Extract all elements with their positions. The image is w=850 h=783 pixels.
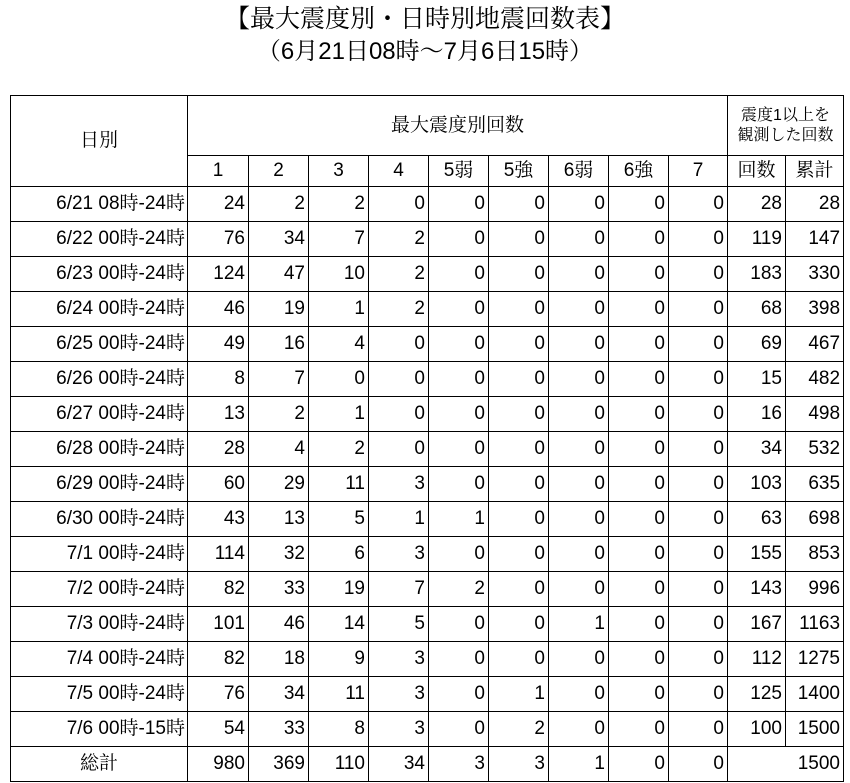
shindo-3-count: 4: [309, 327, 369, 362]
shindo-7-count: 0: [669, 572, 728, 607]
shindo-4-header: 4: [369, 156, 429, 187]
shindo-5-upper-count: 0: [489, 572, 549, 607]
shindo-6-lower-count: 0: [549, 397, 609, 432]
shindo-2-count: 13: [249, 502, 309, 537]
shindo-5-upper-count: 0: [489, 362, 549, 397]
table-row: [11, 187, 844, 222]
shindo-2-count: 32: [249, 537, 309, 572]
shindo-6-upper-total: 0: [609, 747, 669, 782]
table-row: [11, 362, 844, 397]
shindo-7-count: 0: [669, 257, 728, 292]
table-row: [11, 572, 844, 607]
shindo-6-upper-count: 0: [609, 712, 669, 747]
shindo-2-count: 47: [249, 257, 309, 292]
table-row: [11, 537, 844, 572]
table-row: [11, 222, 844, 257]
shindo-5-upper-count: 0: [489, 537, 549, 572]
shindo-5-lower-count: 0: [429, 467, 489, 502]
shindo-5-lower-total: 3: [429, 747, 489, 782]
grand-total: 1500: [728, 747, 844, 782]
cumulative-count: 1400: [786, 677, 844, 712]
shindo-5-upper-count: 0: [489, 187, 549, 222]
shindo-1-count: 82: [188, 642, 249, 677]
shindo-6-upper-count: 0: [609, 502, 669, 537]
cumulative-count: 853: [786, 537, 844, 572]
shindo-5-lower-count: 0: [429, 712, 489, 747]
header-row-1: [11, 96, 844, 156]
cumulative-count: 498: [786, 397, 844, 432]
observed-count: 15: [728, 362, 786, 397]
shindo-4-total: 34: [369, 747, 429, 782]
shindo-1-count: 46: [188, 292, 249, 327]
shindo-4-count: 1: [369, 502, 429, 537]
shindo-3-count: 11: [309, 467, 369, 502]
shindo-3-count: 2: [309, 432, 369, 467]
shindo-5-upper-count: 0: [489, 327, 549, 362]
shindo-6-lower-count: 0: [549, 327, 609, 362]
observed-count: 16: [728, 397, 786, 432]
shindo-4-count: 2: [369, 292, 429, 327]
shindo-5-lower-count: 0: [429, 187, 489, 222]
shindo-6-upper-count: 0: [609, 537, 669, 572]
table-row: [11, 502, 844, 537]
shindo-6-upper-count: 0: [609, 397, 669, 432]
shindo-7-count: 0: [669, 502, 728, 537]
shindo-2-count: 18: [249, 642, 309, 677]
shindo-2-count: 34: [249, 677, 309, 712]
shindo-1-count: 82: [188, 572, 249, 607]
shindo-7-count: 0: [669, 642, 728, 677]
cumulative-count: 532: [786, 432, 844, 467]
shindo-3-count: 14: [309, 607, 369, 642]
shindo-2-count: 7: [249, 362, 309, 397]
shindo-5-lower-count: 0: [429, 397, 489, 432]
shindo-2-count: 19: [249, 292, 309, 327]
cumulative-count: 1275: [786, 642, 844, 677]
earthquake-count-table: [10, 95, 844, 782]
shindo-2-count: 2: [249, 187, 309, 222]
table-row: [11, 257, 844, 292]
shindo-6-lower-count: 0: [549, 572, 609, 607]
shindo-5-lower-header: 5弱: [429, 156, 489, 187]
cumulative-count: 698: [786, 502, 844, 537]
observed-count: 63: [728, 502, 786, 537]
shindo-1-count: 28: [188, 432, 249, 467]
shindo-2-count: 34: [249, 222, 309, 257]
shindo-5-upper-count: 0: [489, 502, 549, 537]
shindo-3-count: 0: [309, 362, 369, 397]
cumulative-count: 467: [786, 327, 844, 362]
row-label: 7/1 00時-24時: [11, 537, 188, 572]
shindo-6-lower-count: 0: [549, 362, 609, 397]
shindo-6-lower-count: 0: [549, 467, 609, 502]
shindo-3-count: 11: [309, 677, 369, 712]
cumulative-count: 28: [786, 187, 844, 222]
observed-count: 100: [728, 712, 786, 747]
shindo-6-upper-count: 0: [609, 572, 669, 607]
observed-group-header-line-2: 観測した回数: [737, 126, 834, 144]
shindo-5-lower-count: 0: [429, 537, 489, 572]
row-label: 6/23 00時-24時: [11, 257, 188, 292]
shindo-2-count: 16: [249, 327, 309, 362]
shindo-7-count: 0: [669, 222, 728, 257]
shindo-5-upper-count: 1: [489, 677, 549, 712]
shindo-4-count: 2: [369, 222, 429, 257]
page-title: 【最大震度別・日時別地震回数表】: [224, 5, 625, 33]
row-label: 7/6 00時-15時: [11, 712, 188, 747]
shindo-3-count: 1: [309, 397, 369, 432]
cumulative-header: 累計: [786, 156, 844, 187]
shindo-1-count: 60: [188, 467, 249, 502]
shindo-5-upper-header: 5強: [489, 156, 549, 187]
shindo-5-lower-count: 0: [429, 292, 489, 327]
table-row: [11, 467, 844, 502]
period-subtitle: （6月21日08時～7月6日15時）: [256, 38, 594, 65]
date-column-header: 日別: [11, 96, 188, 187]
row-label: 6/29 00時-24時: [11, 467, 188, 502]
cumulative-count: 1500: [786, 712, 844, 747]
observed-count: 69: [728, 327, 786, 362]
totals-label: 総計: [11, 747, 188, 782]
shindo-2-count: 2: [249, 397, 309, 432]
shindo-5-upper-count: 0: [489, 292, 549, 327]
shindo-7-count: 0: [669, 537, 728, 572]
shindo-5-upper-total: 3: [489, 747, 549, 782]
shindo-6-lower-total: 1: [549, 747, 609, 782]
shindo-7-header: 7: [669, 156, 728, 187]
shindo-2-count: 33: [249, 572, 309, 607]
shindo-5-lower-count: 0: [429, 222, 489, 257]
shindo-6-lower-count: 0: [549, 502, 609, 537]
row-label: 7/5 00時-24時: [11, 677, 188, 712]
row-label: 6/27 00時-24時: [11, 397, 188, 432]
shindo-6-lower-header: 6弱: [549, 156, 609, 187]
shindo-1-header: 1: [188, 156, 249, 187]
shindo-6-lower-count: 1: [549, 607, 609, 642]
shindo-4-count: 0: [369, 397, 429, 432]
shindo-6-upper-count: 0: [609, 187, 669, 222]
shindo-4-count: 0: [369, 362, 429, 397]
row-label: 7/4 00時-24時: [11, 642, 188, 677]
shindo-6-lower-count: 0: [549, 187, 609, 222]
shindo-3-header: 3: [309, 156, 369, 187]
shindo-6-lower-count: 0: [549, 292, 609, 327]
table-row: [11, 677, 844, 712]
shindo-5-lower-count: 0: [429, 432, 489, 467]
cumulative-count: 1163: [786, 607, 844, 642]
shindo-2-header: 2: [249, 156, 309, 187]
shindo-5-upper-count: 0: [489, 607, 549, 642]
shindo-6-upper-count: 0: [609, 677, 669, 712]
cumulative-count: 482: [786, 362, 844, 397]
cumulative-count: 635: [786, 467, 844, 502]
shindo-5-lower-count: 2: [429, 572, 489, 607]
shindo-7-count: 0: [669, 607, 728, 642]
row-label: 6/25 00時-24時: [11, 327, 188, 362]
shindo-2-count: 33: [249, 712, 309, 747]
table-row: [11, 607, 844, 642]
cumulative-count: 398: [786, 292, 844, 327]
shindo-6-upper-header: 6強: [609, 156, 669, 187]
table-row: [11, 397, 844, 432]
shindo-5-upper-count: 0: [489, 222, 549, 257]
shindo-2-count: 4: [249, 432, 309, 467]
shindo-1-count: 76: [188, 677, 249, 712]
shindo-6-lower-count: 0: [549, 677, 609, 712]
shindo-7-total: 0: [669, 747, 728, 782]
shindo-5-lower-count: 1: [429, 502, 489, 537]
table-row: [11, 432, 844, 467]
observed-count: 34: [728, 432, 786, 467]
shindo-1-count: 49: [188, 327, 249, 362]
totals-row: [11, 747, 844, 782]
shindo-6-upper-count: 0: [609, 432, 669, 467]
shindo-7-count: 0: [669, 397, 728, 432]
shindo-6-upper-count: 0: [609, 257, 669, 292]
shindo-3-count: 1: [309, 292, 369, 327]
shindo-6-upper-count: 0: [609, 327, 669, 362]
table-row: [11, 327, 844, 362]
shindo-3-total: 110: [309, 747, 369, 782]
shindo-6-upper-count: 0: [609, 642, 669, 677]
shindo-6-lower-count: 0: [549, 432, 609, 467]
shindo-1-count: 43: [188, 502, 249, 537]
shindo-1-total: 980: [188, 747, 249, 782]
observed-group-header-line-1: 震度1以上を: [741, 106, 830, 124]
shindo-5-upper-count: 0: [489, 432, 549, 467]
row-label: 6/22 00時-24時: [11, 222, 188, 257]
row-label: 6/30 00時-24時: [11, 502, 188, 537]
shindo-7-count: 0: [669, 712, 728, 747]
shindo-4-count: 7: [369, 572, 429, 607]
shindo-6-lower-count: 0: [549, 537, 609, 572]
shindo-3-count: 2: [309, 187, 369, 222]
shindo-6-upper-count: 0: [609, 467, 669, 502]
observed-count: 103: [728, 467, 786, 502]
shindo-5-upper-count: 0: [489, 257, 549, 292]
observed-group-header: [728, 96, 844, 156]
shindo-1-count: 13: [188, 397, 249, 432]
shindo-4-count: 2: [369, 257, 429, 292]
observed-count: 183: [728, 257, 786, 292]
shindo-1-count: 54: [188, 712, 249, 747]
shindo-2-count: 29: [249, 467, 309, 502]
observed-count: 167: [728, 607, 786, 642]
shindo-1-count: 76: [188, 222, 249, 257]
shindo-6-lower-count: 0: [549, 642, 609, 677]
shindo-1-count: 101: [188, 607, 249, 642]
table-row: [11, 642, 844, 677]
shindo-5-lower-count: 0: [429, 257, 489, 292]
shindo-6-lower-count: 0: [549, 712, 609, 747]
shindo-5-upper-count: 0: [489, 642, 549, 677]
shindo-6-upper-count: 0: [609, 607, 669, 642]
row-label: 7/3 00時-24時: [11, 607, 188, 642]
shindo-5-upper-count: 0: [489, 467, 549, 502]
intensity-group-header: 最大震度別回数: [188, 96, 728, 156]
cumulative-count: 996: [786, 572, 844, 607]
shindo-4-count: 0: [369, 327, 429, 362]
shindo-4-count: 0: [369, 187, 429, 222]
observed-count: 28: [728, 187, 786, 222]
cumulative-count: 330: [786, 257, 844, 292]
cumulative-count: 147: [786, 222, 844, 257]
shindo-5-lower-count: 0: [429, 677, 489, 712]
shindo-7-count: 0: [669, 292, 728, 327]
shindo-1-count: 24: [188, 187, 249, 222]
shindo-6-lower-count: 0: [549, 257, 609, 292]
table-row: [11, 292, 844, 327]
shindo-7-count: 0: [669, 677, 728, 712]
shindo-5-upper-count: 0: [489, 397, 549, 432]
shindo-5-upper-count: 2: [489, 712, 549, 747]
shindo-7-count: 0: [669, 362, 728, 397]
shindo-7-count: 0: [669, 432, 728, 467]
shindo-6-upper-count: 0: [609, 362, 669, 397]
shindo-5-lower-count: 0: [429, 327, 489, 362]
shindo-4-count: 3: [369, 642, 429, 677]
table-row: [11, 712, 844, 747]
shindo-4-count: 3: [369, 712, 429, 747]
shindo-6-lower-count: 0: [549, 222, 609, 257]
observed-count: 119: [728, 222, 786, 257]
shindo-3-count: 9: [309, 642, 369, 677]
shindo-2-total: 369: [249, 747, 309, 782]
shindo-3-count: 5: [309, 502, 369, 537]
shindo-3-count: 6: [309, 537, 369, 572]
shindo-5-lower-count: 0: [429, 362, 489, 397]
shindo-3-count: 7: [309, 222, 369, 257]
shindo-6-upper-count: 0: [609, 292, 669, 327]
shindo-7-count: 0: [669, 467, 728, 502]
shindo-3-count: 10: [309, 257, 369, 292]
row-label: 6/28 00時-24時: [11, 432, 188, 467]
observed-count: 112: [728, 642, 786, 677]
shindo-1-count: 8: [188, 362, 249, 397]
shindo-4-count: 3: [369, 537, 429, 572]
observed-count: 125: [728, 677, 786, 712]
shindo-1-count: 114: [188, 537, 249, 572]
observed-count: 155: [728, 537, 786, 572]
row-label: 7/2 00時-24時: [11, 572, 188, 607]
shindo-3-count: 8: [309, 712, 369, 747]
shindo-6-upper-count: 0: [609, 222, 669, 257]
row-label: 6/24 00時-24時: [11, 292, 188, 327]
shindo-3-count: 19: [309, 572, 369, 607]
shindo-4-count: 3: [369, 677, 429, 712]
observed-count: 68: [728, 292, 786, 327]
shindo-1-count: 124: [188, 257, 249, 292]
shindo-5-lower-count: 0: [429, 607, 489, 642]
row-label: 6/26 00時-24時: [11, 362, 188, 397]
shindo-2-count: 46: [249, 607, 309, 642]
shindo-7-count: 0: [669, 327, 728, 362]
shindo-4-count: 3: [369, 467, 429, 502]
count-header: 回数: [728, 156, 786, 187]
observed-count: 143: [728, 572, 786, 607]
row-label: 6/21 08時-24時: [11, 187, 188, 222]
shindo-5-lower-count: 0: [429, 642, 489, 677]
shindo-4-count: 0: [369, 432, 429, 467]
shindo-4-count: 5: [369, 607, 429, 642]
shindo-7-count: 0: [669, 187, 728, 222]
